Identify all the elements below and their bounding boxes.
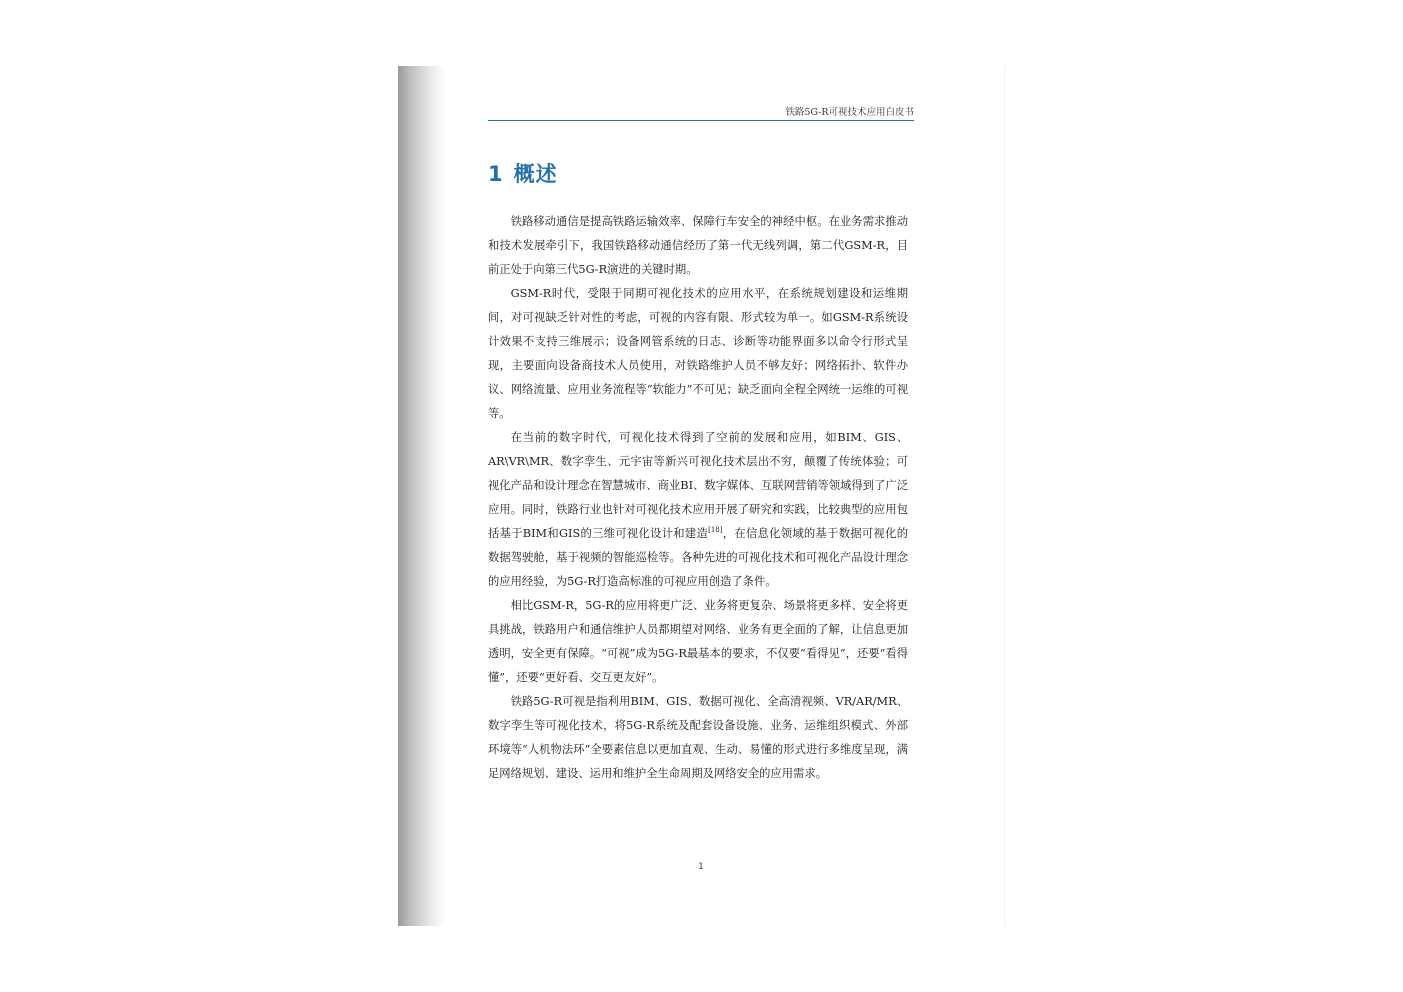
page-number: 1 xyxy=(698,862,704,872)
page-binding-shadow xyxy=(398,66,446,926)
body-text xyxy=(488,210,908,786)
paragraph: 铁路5G-R可视是指利用BIM、GIS、数据可视化、全高清视频、VR/AR/MR、数字孪生等可视化技术，将5G-R系统及配套设备设施、业务、运维组织模式、外部环境等“人机物法环”全要素信息以更加直观、生动、易懂的形式进行多维度呈现，满足网络规划、建设、运用和维护全生命周期及网络安全的应用需求。 xyxy=(488,695,908,780)
chapter-heading xyxy=(488,158,558,188)
chapter-number: 1 xyxy=(488,162,504,186)
paragraph-part: ，在信息化领域的基于数据可视化的数据驾驶舱，基于视频的智能巡检等。各种先进的可视化技术和可视化产品设计理念的应用经验，为5G-R打造高标准的可视应用创造了条件。 xyxy=(488,527,908,588)
paragraph: 铁路移动通信是提高铁路运输效率、保障行车安全的神经中枢。在业务需求推动和技术发展牵引下，我国铁路移动通信经历了第一代无线列调，第二代GSM-R，目前正处于向第三代5G-R演进的关键时期。 xyxy=(488,215,908,276)
paragraph: GSM-R时代，受限于同期可视化技术的应用水平，在系统规划建设和运维期间，对可视缺乏针对性的考虑，可视的内容有限、形式较为单一。如GSM-R系统设计效果不支持三维展示；设备网管系统的日志、诊断等功能界面多以命令行形式呈现，主要面向设备商技术人员使用，对铁路维护人员不够友好；网络拓扑、软件办议、网络流量、应用业务流程等“软能力”不可见；缺乏面向全程全网统一运维的可视等。 xyxy=(488,287,908,420)
running-header xyxy=(488,106,914,121)
paragraph: 相比GSM-R，5G-R的应用将更广泛、业务将更复杂、场景将更多样、安全将更具挑战，铁路用户和通信维护人员都期望对网络、业务有更全面的了解，让信息更加透明，安全更有保障。“可视”成为5G-R最基本的要求，不仅要“看得见”，还要“看得懂”，还要“更好看、交互更友好”。 xyxy=(488,599,908,684)
chapter-title: 概述 xyxy=(513,162,558,186)
document-page xyxy=(398,66,1004,926)
paragraph xyxy=(488,426,908,594)
citation-ref: [18] xyxy=(708,526,723,535)
paragraph-part: 在当前的数字时代，可视化技术得到了空前的发展和应用，如BIM、GIS、AR\VR\MR、数字孪生、元宇宙等新兴可视化技术层出不穷，颠覆了传统体验；可视化产品和设计理念在智慧城市、商业BI、数字媒体、互联网营销等领域得到了广泛应用。同时，铁路行业也针对可视化技术应用开展了研究和实践，比较典型的应用包括基于BIM和GIS的三维可视化设计和建造 xyxy=(488,431,908,540)
running-header-title: 铁路5G-R可视技术应用白皮书 xyxy=(785,107,914,118)
